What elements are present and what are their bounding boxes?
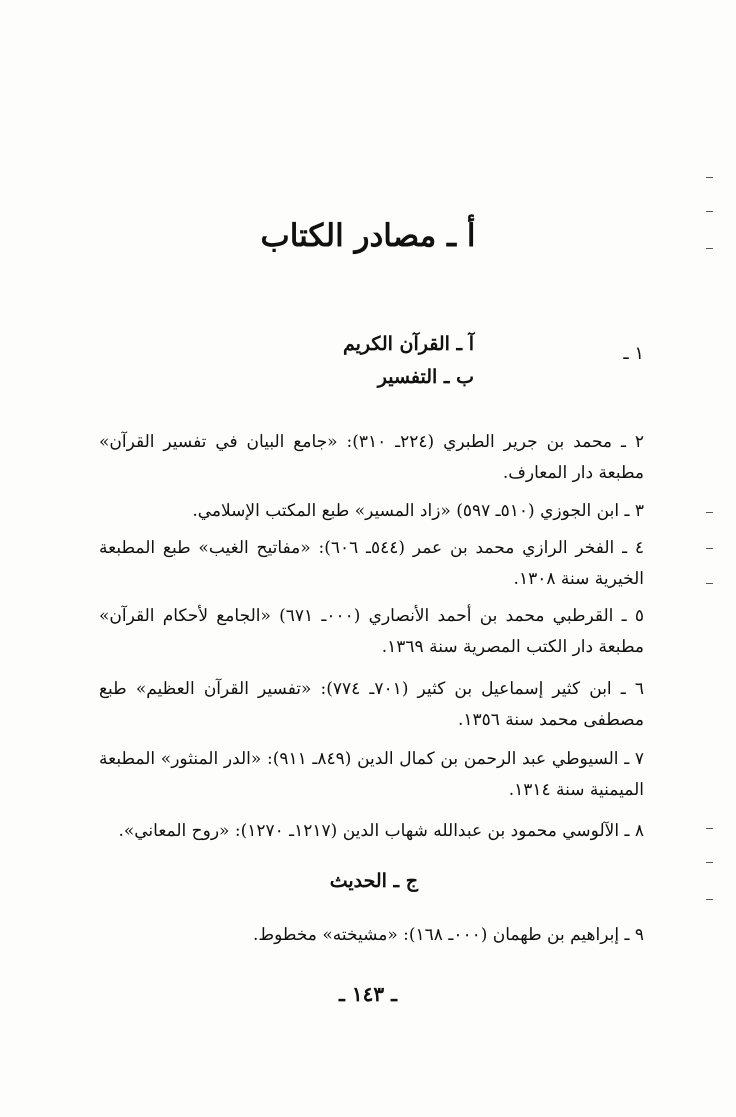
margin-mark bbox=[706, 899, 713, 900]
margin-mark bbox=[706, 583, 713, 584]
margin-mark bbox=[706, 248, 713, 249]
bibliography-entry-4: ٤ ـ الفخر الرازي محمد بن عمر (٥٤٤ـ ٦٠٦): «مفاتيح الغيب» طبع المطبعة الخيرية سنة ١٣٠٨. bbox=[99, 538, 644, 589]
page-title: أ ـ مصادر الكتاب bbox=[260, 218, 476, 254]
item-number-1: ١ ـ bbox=[623, 343, 644, 364]
bibliography-entry-3: ٣ ـ ابن الجوزي (٥١٠ـ ٥٩٧) «زاد المسير» طبع المكتب الإسلامي. bbox=[192, 501, 644, 521]
margin-mark bbox=[706, 211, 713, 212]
margin-mark bbox=[706, 512, 713, 513]
margin-mark bbox=[706, 828, 713, 829]
bibliography-entry-9: ٩ ـ إبراهيم بن طهمان (٠٠٠ـ ١٦٨): «مشيخته» مخطوط. bbox=[252, 925, 644, 945]
section-quran: آ ـ القرآن الكريم bbox=[342, 333, 474, 355]
bibliography-entry-6: ٦ ـ ابن كثير إسماعيل بن كثير (٧٠١ـ ٧٧٤): «تفسير القرآن العظيم» طبع مصطفى محمد سنة ١٣٥٦. bbox=[99, 679, 644, 730]
bibliography-entry-8: ٨ ـ الآلوسي محمود بن عبدالله شهاب الدين (١٢١٧ـ ١٢٧٠): «روح المعاني». bbox=[118, 821, 644, 841]
bibliography-entry-5: ٥ ـ القرطبي محمد بن أحمد الأنصاري (٠٠٠ـ ٦٧١) «الجامع لأحكام القرآن» مطبعة دار الكتب المصرية سنة ١٣٦٩. bbox=[99, 606, 644, 657]
section-tafsir: ب ـ التفسير bbox=[377, 366, 474, 388]
margin-mark bbox=[706, 862, 713, 863]
section-hadith: ج ـ الحديث bbox=[329, 870, 418, 892]
bibliography-entry-2: ٢ ـ محمد بن جرير الطبري (٢٢٤ـ ٣١٠): «جامع البيان في تفسير القرآن» مطبعة دار المعارف. bbox=[99, 432, 644, 483]
margin-mark bbox=[706, 177, 713, 178]
margin-mark bbox=[706, 548, 713, 549]
page-number: ـ ١٤٣ ـ bbox=[339, 982, 397, 1006]
bibliography-entry-7: ٧ ـ السيوطي عبد الرحمن بن كمال الدين (٨٤٩ـ ٩١١): «الدر المنثور» المطبعة الميمنية سنة ١٣١٤. bbox=[99, 749, 644, 800]
